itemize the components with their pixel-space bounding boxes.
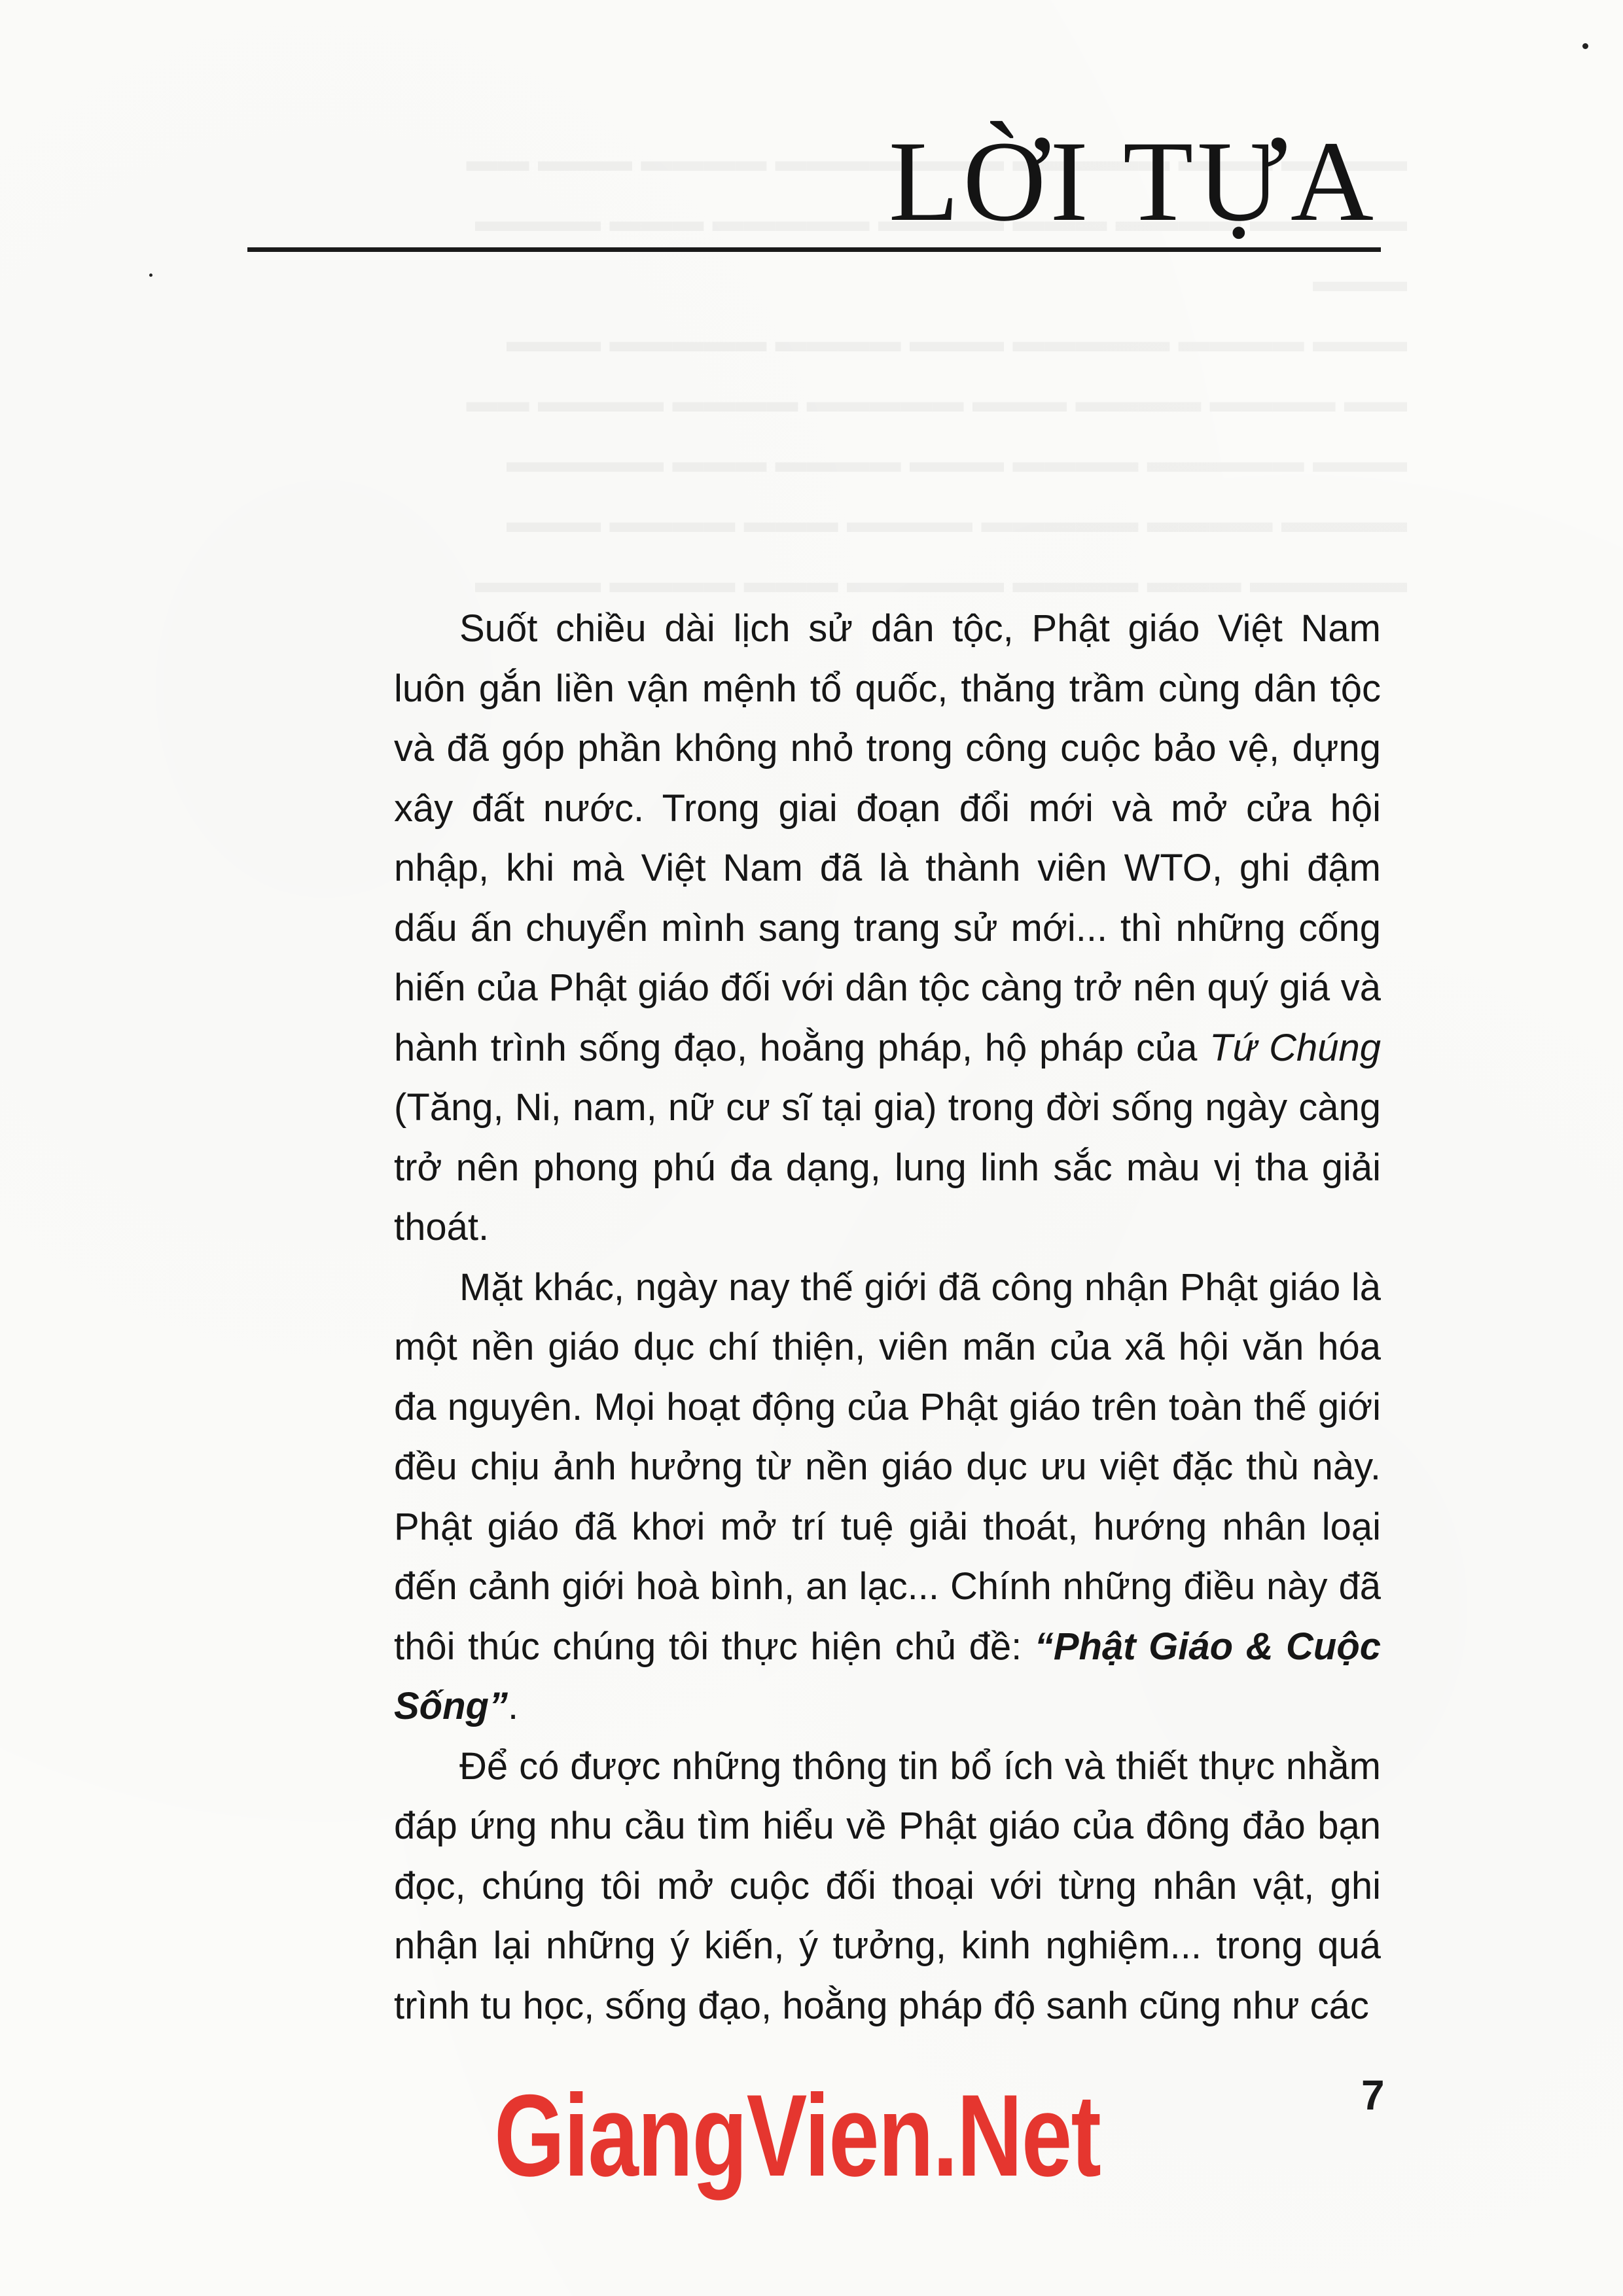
paragraph-1-italic-term: Tứ Chúng (1209, 1026, 1382, 1069)
paragraph-2-text-end: . (507, 1685, 519, 1727)
preface-body (394, 599, 1381, 2036)
paragraph-2-topic-title: “Phật Giáo & Cuộc Sống” (394, 1625, 1382, 1727)
page-title: LỜI TỰA (888, 118, 1378, 245)
paragraph-3 (394, 1737, 1381, 2036)
paragraph-1-text: Suốt chiều dài lịch sử dân tộc, Phật giáo Việt Nam luôn gắn liền vận mệnh tổ quốc, thăng trầm cùng dân tộc và đã góp phần không nhỏ trong công cuộc bảo vệ, dựng xây đất nước. Trong giai đoạn đổi mới và mở cửa hội nhập, khi mà Việt Nam đã là thành viên WTO, ghi đậm dấu ấn chuyển mình sang trang sử mới... thì những cống hiến của Phật giáo đối với dân tộc càng trở nên quý giá và hành trình sống đạo, hoằng pháp, hộ pháp của (394, 607, 1381, 1069)
page-number: 7 (1361, 2072, 1385, 2119)
paragraph-1 (394, 599, 1381, 1258)
scan-speck (149, 274, 152, 277)
title-underline (247, 247, 1381, 252)
paragraph-3-text: Để có được những thông tin bổ ích và thiết thực nhằm đáp ứng nhu cầu tìm hiểu về Phật giáo của đông đảo bạn đọc, chúng tôi mở cuộc đối thoại với từng nhân vật, ghi nhận lại những ý kiến, ý tưởng, kinh nghiệm... trong quá trình tu học, sống đạo, hoằng pháp độ sanh cũng như các (394, 1744, 1381, 2027)
scan-speck (1582, 43, 1588, 49)
paragraph-2 (394, 1258, 1381, 1737)
watermark-logo: GiangVien.Net (494, 2070, 1101, 2200)
paragraph-1-text-end: (Tăng, Ni, nam, nữ cư sĩ tại gia) trong đời sống ngày càng trở nên phong phú đa dạng, lung linh sắc màu vị tha giải thoát. (394, 1086, 1381, 1248)
paragraph-2-text: Mặt khác, ngày nay thế giới đã công nhận Phật giáo là một nền giáo dục chí thiện, viên mãn của xã hội văn hóa đa nguyên. Mọi hoạt động của Phật giáo trên toàn thế giới đều chịu ảnh hưởng từ nền giáo dục ưu việt đặc thù này. Phật giáo đã khơi mở trí tuệ giải thoát, hướng nhân loại đến cảnh giới hoà bình, an lạc... Chính những điều này đã thôi thúc chúng tôi thực hiện chủ đề: (394, 1265, 1381, 1668)
